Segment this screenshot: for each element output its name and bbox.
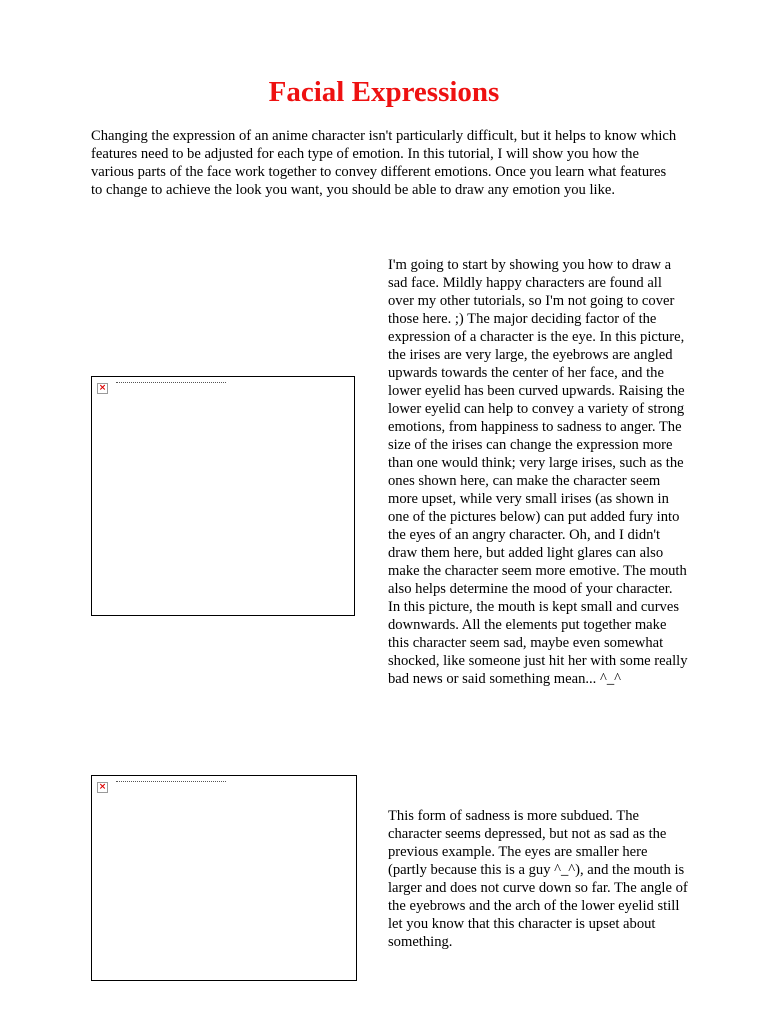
intro-paragraph: Changing the expression of an anime character isn't particularly difficult, but it helps to know which features need to be adjusted for each type of emotion. In this tutorial, I will show you how the various parts of the face work together to convey different emotions. Once you learn what features to change to achieve the look you want, you should be able to draw any emotion you like. (91, 128, 677, 198)
image-alt-text-line (116, 781, 226, 784)
section-2-text: This form of sadness is more subdued. The character seems depressed, but not as sad as the previous example. The eyes are smaller here (partly because this is a guy ^_^), and the mouth is larger and does not curve down so far. The angle of the eyebrows and the arch of the lower eyelid still let you know that this character is upset about something. (388, 808, 688, 950)
section-1-image-placeholder (91, 376, 355, 616)
image-alt-text-line (116, 382, 226, 385)
page-title: Facial Expressions (268, 76, 500, 108)
broken-image-icon: × (98, 782, 107, 792)
section-1-text: I'm going to start by showing you how to draw a sad face. Mildly happy characters are found all over my other tutorials, so I'm not going to cover those here. ;) The major deciding factor of the expression of a character is the eye. In this picture, the irises are very large, the eyebrows are angled upwards towards the center of her face, and the lower eyelid has been curved upwards. Raising the lower eyelid can help to convey a variety of strong emotions, from happiness to sadness to anger. The size of the irises can change the expression more than one would think; very large irises, such as the ones shown here, can make the character seem more upset, while very small irises (as shown in one of the pictures below) can put added fury into the eyes of an angry character. Oh, and I didn't draw them here, but added light glares can also make the character seem more emotive. The mouth also helps determine the mood of your character. In this picture, the mouth is kept small and curves downwards. All the elements put together make this character seem sad, maybe even somewhat shocked, like someone just hit her with some really bad news or said something mean... ^_^ (388, 257, 688, 687)
broken-image-icon: × (98, 383, 107, 393)
section-2-image-placeholder (91, 775, 357, 981)
